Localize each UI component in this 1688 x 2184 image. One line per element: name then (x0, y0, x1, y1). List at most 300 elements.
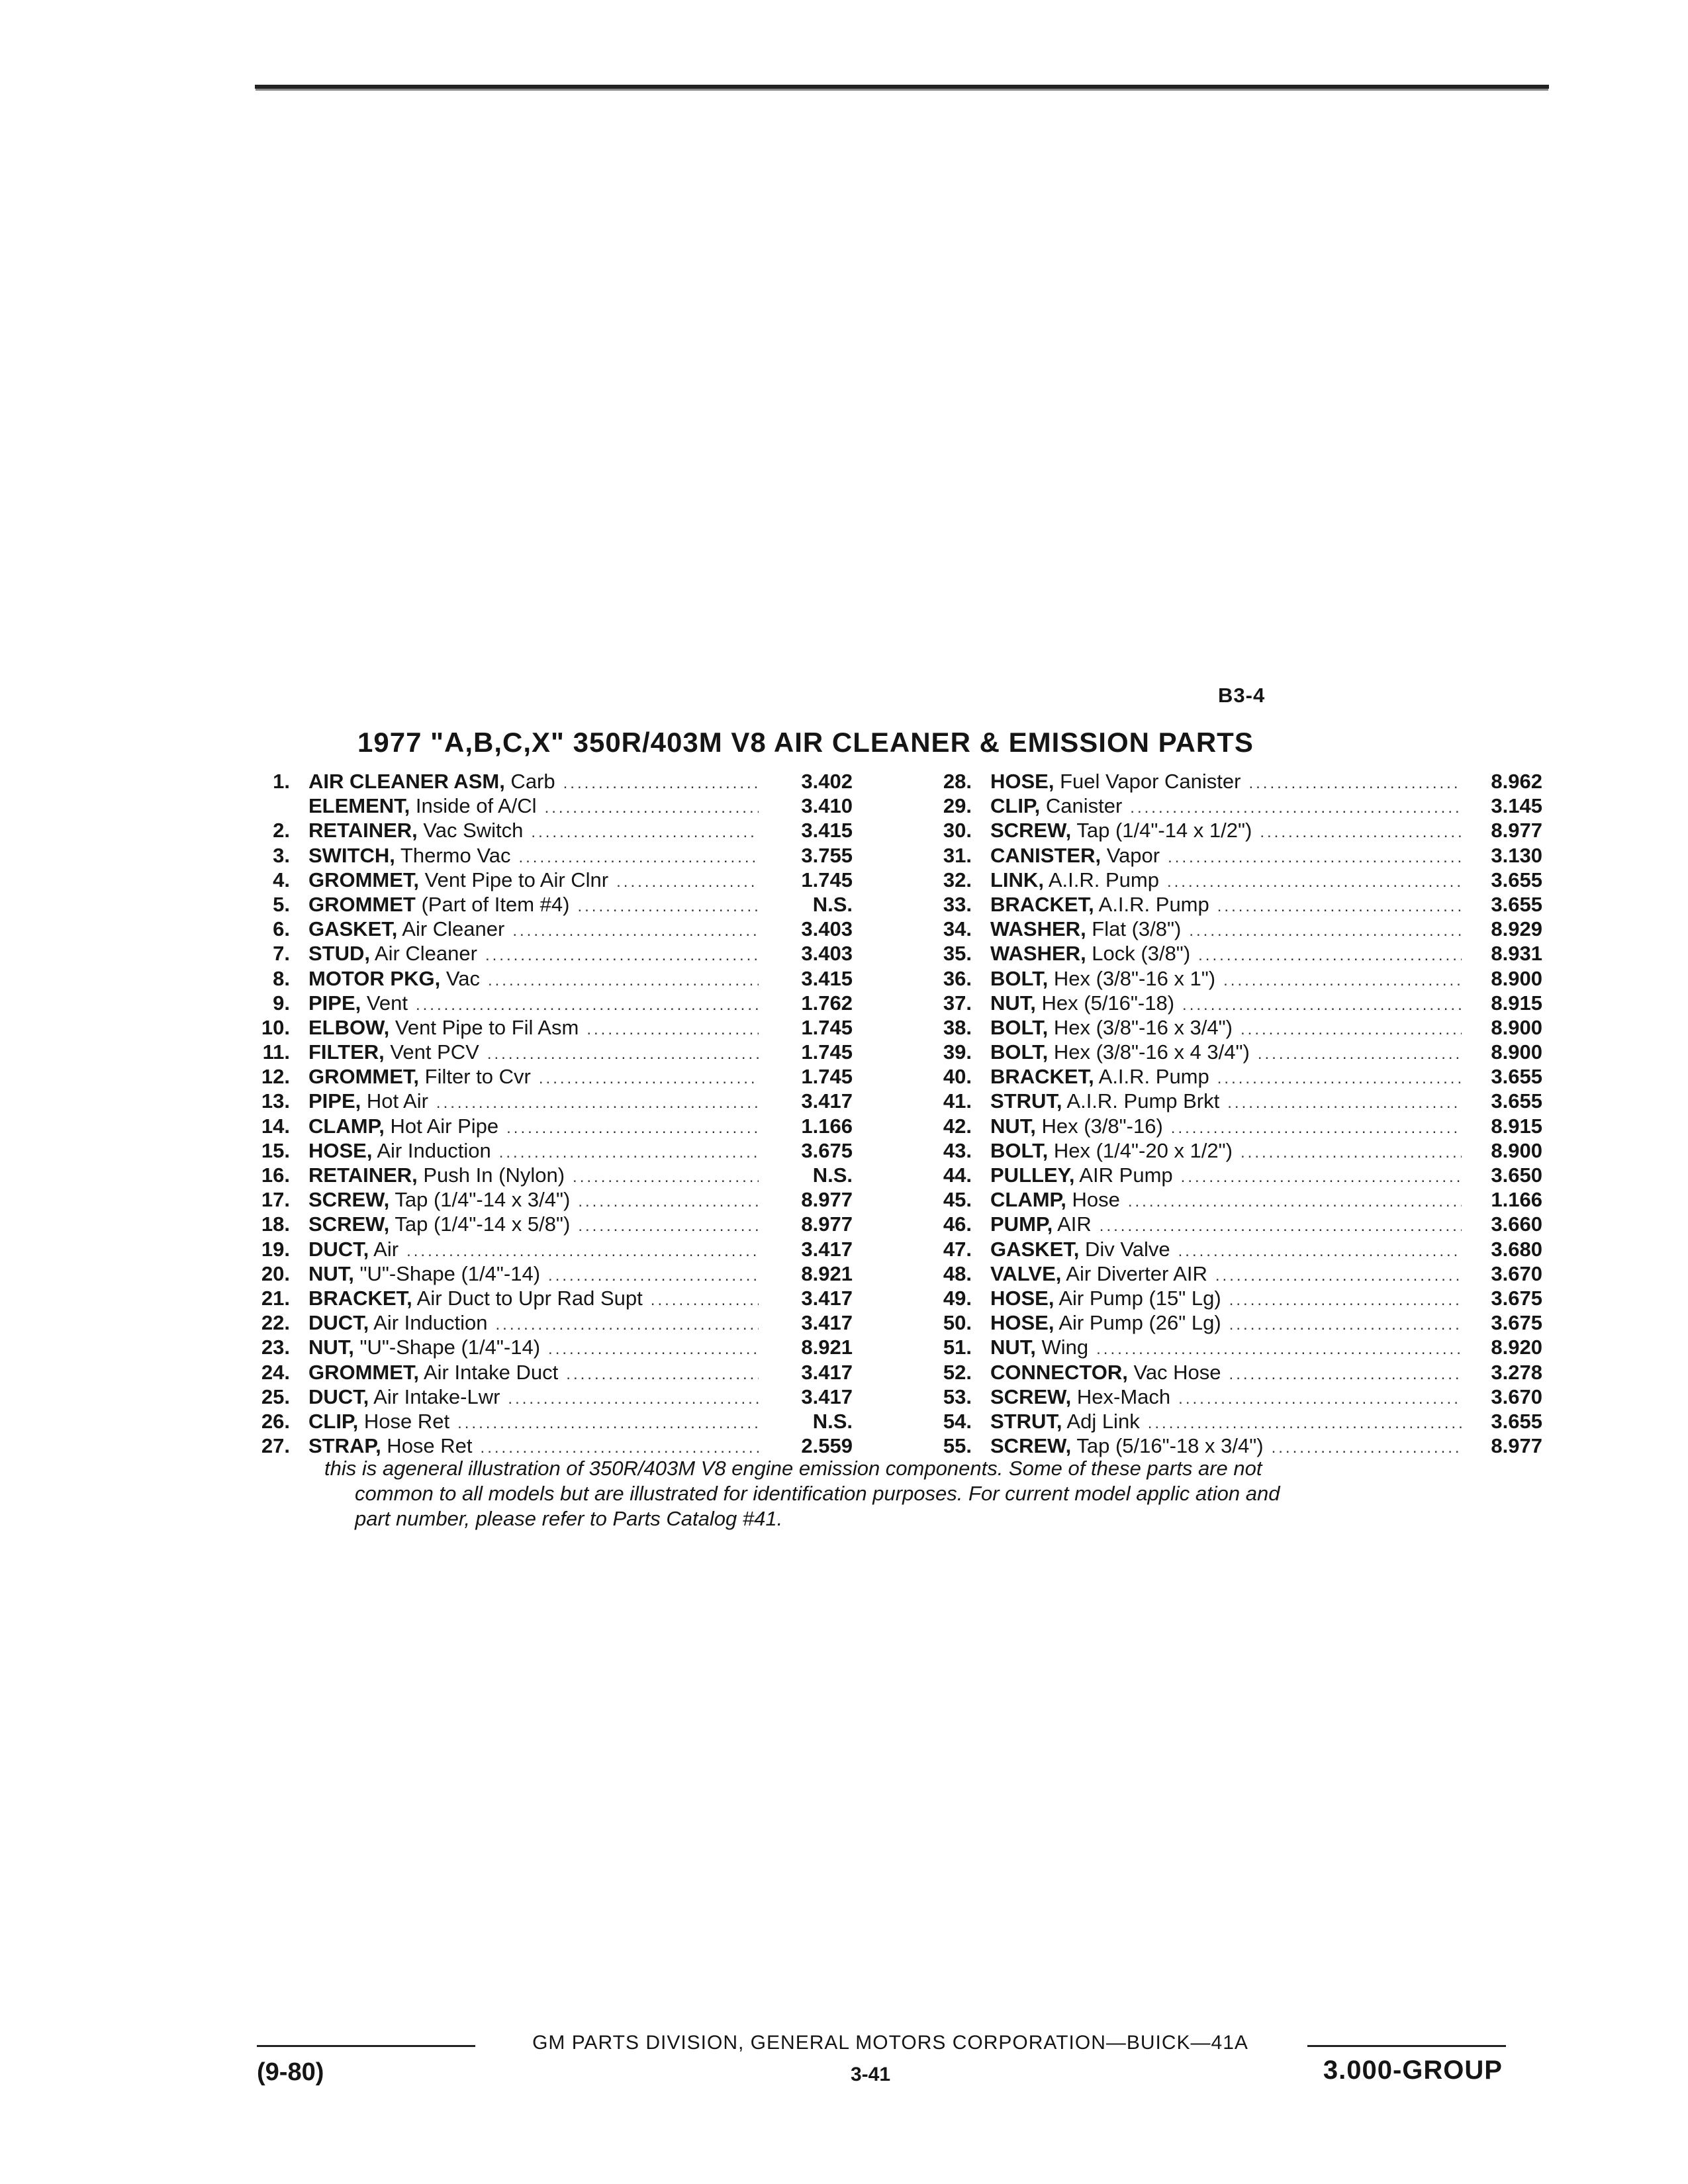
part-number: 22. (261, 1311, 290, 1335)
group-number: N.S. (812, 892, 853, 916)
part-row (244, 1262, 859, 1287)
part-row (925, 1336, 1542, 1360)
part-detail: Vac Hose (1127, 1360, 1221, 1384)
part-description (308, 1163, 565, 1187)
part-row (244, 1336, 859, 1360)
part-description (308, 1238, 399, 1261)
group-number: 3.655 (1491, 1089, 1542, 1113)
part-description (308, 1287, 643, 1310)
part-description (308, 1065, 531, 1089)
dot-leader (1100, 1217, 1462, 1236)
part-detail: A.I.R. Pump (1094, 1065, 1209, 1089)
part-row (925, 917, 1542, 942)
footer-group: 3.000-GROUP (1323, 2056, 1503, 2085)
top-rule (255, 85, 1549, 89)
part-name: BRACKET, (990, 1065, 1094, 1089)
part-row (925, 1016, 1542, 1040)
dot-leader (436, 1094, 759, 1113)
part-description (308, 967, 480, 991)
part-description (990, 1212, 1092, 1236)
part-name: LINK, (990, 868, 1044, 891)
part-number: 41. (943, 1089, 972, 1113)
group-number: 8.900 (1491, 1015, 1542, 1039)
part-description (308, 1188, 570, 1212)
part-number: 37. (943, 991, 972, 1015)
page-title: 1977 "A,B,C,X" 350R/403M V8 AIR CLEANER & EMISSION PARTS (357, 727, 1254, 758)
part-detail: Air Diverter AIR (1061, 1261, 1207, 1285)
part-number: 33. (943, 892, 972, 916)
part-row (925, 1089, 1542, 1114)
part-row (244, 917, 859, 942)
footer-rule-left (257, 2045, 475, 2047)
part-detail: "U"-Shape (1/4"-14) (353, 1261, 541, 1285)
group-number: 3.660 (1491, 1212, 1542, 1236)
part-detail: Carb (504, 770, 555, 793)
part-number: 53. (943, 1385, 972, 1408)
part-number: 21. (261, 1286, 290, 1310)
part-detail: Air Induction (369, 1311, 488, 1335)
part-detail: Vac Switch (417, 819, 524, 842)
part-description (990, 844, 1160, 868)
dot-leader (651, 1291, 759, 1310)
part-description (308, 844, 510, 868)
part-description (308, 942, 477, 966)
group-number: 3.675 (1491, 1311, 1542, 1335)
group-number: 3.417 (801, 1385, 853, 1408)
part-row (925, 1065, 1542, 1089)
part-row (244, 1287, 859, 1311)
part-description (308, 917, 504, 941)
part-description (308, 1262, 540, 1286)
part-number: 8. (273, 966, 290, 990)
dot-leader (545, 799, 759, 817)
part-number: 6. (273, 917, 290, 941)
part-description (990, 1065, 1209, 1089)
part-name: GASKET, (308, 917, 398, 941)
part-name: GROMMET, (308, 868, 420, 891)
part-description (990, 1115, 1163, 1138)
part-row (925, 1139, 1542, 1163)
part-row (925, 893, 1542, 917)
group-number: 3.417 (801, 1089, 853, 1113)
part-row (244, 868, 859, 893)
note-line: part number, please refer to Parts Catalog #41. (355, 1507, 783, 1530)
part-detail: Air Intake-Lwr (369, 1385, 500, 1408)
part-row (244, 991, 859, 1016)
part-detail: Hex (3/8"-16 x 3/4") (1048, 1015, 1233, 1039)
group-number: 1.762 (801, 991, 853, 1015)
part-number: 35. (943, 942, 972, 966)
part-name: SCREW, (308, 1188, 390, 1212)
part-detail: Vent PCV (384, 1040, 479, 1064)
part-name: STRAP, (308, 1434, 381, 1458)
part-number: 23. (261, 1336, 290, 1359)
part-number: 40. (943, 1065, 972, 1089)
part-number: 17. (261, 1188, 290, 1212)
dot-leader (1258, 1045, 1462, 1064)
part-row (925, 967, 1542, 991)
part-name: SWITCH, (308, 843, 395, 867)
part-detail: Vac (440, 966, 480, 990)
part-row (244, 1188, 859, 1212)
part-name: PIPE, (308, 991, 361, 1015)
part-number: 54. (943, 1409, 972, 1433)
part-name: GROMMET, (308, 1065, 420, 1089)
part-detail: Tap (1/4"-14 x 5/8") (389, 1212, 571, 1236)
part-number: 19. (261, 1237, 290, 1261)
part-name: SCREW, (990, 1385, 1072, 1408)
part-detail: A.I.R. Pump (1094, 892, 1209, 916)
group-number: 3.410 (801, 794, 853, 818)
part-row (925, 1238, 1542, 1262)
dot-leader (508, 1390, 759, 1408)
part-name: CANISTER, (990, 843, 1102, 867)
part-description (990, 967, 1215, 991)
part-name: PULLEY, (990, 1163, 1075, 1187)
dot-leader (1260, 823, 1462, 842)
part-number: 55. (943, 1434, 972, 1458)
part-number: 43. (943, 1138, 972, 1162)
group-number: 8.900 (1491, 1138, 1542, 1162)
part-description (990, 1238, 1170, 1261)
part-detail: Vent Pipe to Fil Asm (389, 1015, 579, 1039)
part-description (990, 1336, 1088, 1359)
footer-page-number: 3-41 (850, 2064, 891, 2085)
group-number: 1.745 (801, 868, 853, 891)
part-description (990, 1311, 1221, 1335)
part-number: 29. (943, 794, 972, 818)
part-description (308, 1212, 570, 1236)
group-number: 1.745 (801, 1015, 853, 1039)
dot-leader (1215, 1267, 1462, 1285)
part-name: DUCT, (308, 1385, 369, 1408)
parts-list-right (925, 770, 1542, 1459)
part-name: NUT, (990, 1114, 1036, 1138)
group-number: N.S. (812, 1409, 853, 1433)
part-row (925, 1262, 1542, 1287)
group-number: 8.977 (801, 1188, 853, 1212)
part-description (308, 1040, 479, 1064)
part-row (925, 1163, 1542, 1188)
part-row (925, 1115, 1542, 1139)
dot-leader (487, 1045, 759, 1064)
part-name: PUMP, (990, 1212, 1053, 1236)
part-row (244, 844, 859, 868)
part-detail: "U"-Shape (1/4"-14) (353, 1336, 541, 1359)
part-number: 11. (262, 1040, 290, 1064)
dot-leader (539, 1069, 759, 1088)
part-description (990, 893, 1209, 917)
part-name: RETAINER, (308, 1163, 418, 1187)
dot-leader (1229, 1291, 1462, 1310)
part-name: FILTER, (308, 1040, 385, 1064)
group-number: 1.745 (801, 1065, 853, 1089)
part-description (990, 868, 1159, 892)
part-name: MOTOR PKG, (308, 966, 441, 990)
group-number: 8.921 (801, 1336, 853, 1359)
part-detail: Air Pump (15" Lg) (1054, 1286, 1221, 1310)
footer-rule-right (1307, 2045, 1506, 2047)
part-number: 38. (943, 1015, 972, 1039)
dot-leader (1128, 1193, 1462, 1211)
part-number: 28. (943, 770, 972, 793)
part-detail: Hose Ret (381, 1434, 473, 1458)
part-number: 44. (943, 1163, 972, 1187)
part-detail: Vent (361, 991, 408, 1015)
part-number: 50. (943, 1311, 972, 1335)
dot-leader (506, 1119, 759, 1138)
part-row (244, 967, 859, 991)
part-number: 36. (943, 966, 972, 990)
dot-leader (1272, 1439, 1462, 1457)
part-detail: Wing (1035, 1336, 1089, 1359)
group-number: 8.931 (1491, 942, 1542, 966)
dot-leader (481, 1439, 759, 1457)
part-number: 27. (261, 1434, 290, 1458)
part-name: HOSE, (308, 1138, 373, 1162)
part-row (244, 1311, 859, 1336)
part-description (990, 1287, 1221, 1310)
dot-leader (457, 1414, 759, 1433)
part-row (244, 1139, 859, 1163)
part-detail: Inside of A/Cl (410, 794, 537, 818)
part-detail: Air Cleaner (370, 942, 477, 966)
part-name: DUCT, (308, 1237, 369, 1261)
dot-leader (577, 897, 759, 916)
part-detail: Air Duct to Upr Rad Supt (412, 1286, 643, 1310)
part-name: RETAINER, (308, 819, 418, 842)
dot-leader (512, 922, 759, 940)
part-number: 52. (943, 1360, 972, 1384)
dot-leader (1189, 922, 1462, 940)
part-name: CLIP, (308, 1409, 359, 1433)
part-detail: Air Induction (372, 1138, 491, 1162)
part-row (925, 1434, 1542, 1459)
part-name: NUT, (990, 991, 1036, 1015)
dot-leader (1182, 996, 1462, 1015)
part-description (308, 1311, 488, 1335)
part-number: 49. (943, 1286, 972, 1310)
part-name: BOLT, (990, 966, 1049, 990)
part-detail: Hex-Mach (1071, 1385, 1171, 1408)
section-code: B3-4 (1218, 684, 1266, 707)
group-number: 3.655 (1491, 1065, 1542, 1089)
group-number: N.S. (812, 1163, 853, 1187)
group-number: 3.278 (1491, 1360, 1542, 1384)
part-detail: AIR Pump (1074, 1163, 1173, 1187)
part-description (308, 1434, 473, 1458)
part-number: 4. (273, 868, 290, 891)
part-row (925, 819, 1542, 843)
note-line: this is ageneral illustration of 350R/403M V8 engine emission components. Some of these parts are not (324, 1457, 1262, 1480)
part-name: SCREW, (990, 819, 1072, 842)
part-description (308, 868, 608, 892)
dot-leader (548, 1267, 759, 1285)
part-number: 13. (261, 1089, 290, 1113)
group-number: 3.670 (1491, 1385, 1542, 1408)
part-name: SCREW, (308, 1212, 390, 1236)
part-description (990, 991, 1174, 1015)
part-detail: Tap (5/16"-18 x 3/4") (1071, 1434, 1264, 1458)
part-number: 25. (261, 1385, 290, 1408)
dot-leader (1229, 1365, 1462, 1384)
group-number: 8.977 (1491, 819, 1542, 842)
group-number: 8.900 (1491, 1040, 1542, 1064)
part-name: AIR CLEANER ASM, (308, 770, 505, 793)
dot-leader (1181, 1168, 1462, 1187)
part-row (925, 1410, 1542, 1434)
part-number: 39. (943, 1040, 972, 1064)
part-row (925, 1385, 1542, 1410)
dot-leader (496, 1316, 759, 1334)
part-description (308, 770, 555, 794)
group-number: 3.402 (801, 770, 853, 793)
group-number: 1.745 (801, 1040, 853, 1064)
part-description (308, 794, 537, 818)
part-detail: Hot Air Pipe (384, 1114, 499, 1138)
part-name: HOSE, (990, 1286, 1055, 1310)
group-number: 8.915 (1491, 991, 1542, 1015)
part-row (244, 893, 859, 917)
part-detail: Hex (3/8"-16) (1035, 1114, 1163, 1138)
part-detail: Filter to Cvr (419, 1065, 531, 1089)
dot-leader (1178, 1242, 1462, 1261)
part-detail: AIR (1053, 1212, 1092, 1236)
part-name: SCREW, (990, 1434, 1072, 1458)
dot-leader (586, 1021, 759, 1039)
note-line: common to all models but are illustrated for identification purposes. For current model applic ation and (355, 1482, 1280, 1505)
group-number: 3.675 (801, 1138, 853, 1162)
part-number: 45. (943, 1188, 972, 1212)
part-name: GROMMET (308, 892, 416, 916)
part-name: WASHER, (990, 917, 1086, 941)
part-number: 12. (261, 1065, 290, 1089)
part-description (308, 1336, 540, 1359)
part-name: GASKET, (990, 1237, 1080, 1261)
dot-leader (518, 848, 759, 867)
part-number: 51. (943, 1336, 972, 1359)
group-number: 3.145 (1491, 794, 1542, 818)
part-row (244, 819, 859, 843)
part-number: 1. (273, 770, 290, 793)
part-detail: Tap (1/4"-14 x 1/2") (1071, 819, 1252, 842)
part-description (990, 1361, 1221, 1385)
group-number: 3.650 (1491, 1163, 1542, 1187)
part-number: 9. (273, 991, 290, 1015)
group-number: 8.962 (1491, 770, 1542, 793)
part-name: BRACKET, (990, 892, 1094, 916)
part-number: 2. (273, 819, 290, 842)
part-detail: A.I.R. Pump (1043, 868, 1159, 891)
part-name: NUT, (990, 1336, 1036, 1359)
part-row (244, 1115, 859, 1139)
part-row (925, 868, 1542, 893)
part-row (925, 1361, 1542, 1385)
part-description (308, 1410, 449, 1433)
part-name: DUCT, (308, 1311, 369, 1335)
part-row (244, 1410, 859, 1434)
group-number: 3.655 (1491, 892, 1542, 916)
part-description (990, 1016, 1233, 1040)
part-description (990, 1188, 1120, 1212)
part-description (308, 991, 408, 1015)
part-description (308, 1016, 579, 1040)
group-number: 3.415 (801, 966, 853, 990)
dot-leader (1217, 897, 1462, 916)
parts-list-left (244, 770, 859, 1459)
part-row (244, 1361, 859, 1385)
part-detail: Fuel Vapor Canister (1054, 770, 1241, 793)
group-number: 3.130 (1491, 843, 1542, 867)
dot-leader (1096, 1340, 1462, 1359)
dot-leader (616, 873, 759, 891)
part-description (990, 1262, 1207, 1286)
group-number: 8.977 (1491, 1434, 1542, 1458)
part-name: BRACKET, (308, 1286, 412, 1310)
part-name: BOLT, (990, 1138, 1049, 1162)
part-row (244, 1065, 859, 1089)
part-detail: Vent Pipe to Air Clnr (419, 868, 609, 891)
part-description (990, 1434, 1264, 1458)
part-detail: Air Intake Duct (419, 1360, 559, 1384)
dot-leader (578, 1193, 759, 1211)
part-row (925, 1040, 1542, 1065)
part-description (990, 770, 1241, 794)
dot-leader (578, 1217, 759, 1236)
part-detail: Thermo Vac (395, 843, 511, 867)
part-detail: (Part of Item #4) (415, 892, 570, 916)
group-number: 3.417 (801, 1286, 853, 1310)
dot-leader (563, 774, 759, 793)
part-number: 42. (943, 1114, 972, 1138)
group-number: 8.929 (1491, 917, 1542, 941)
part-detail: Vapor (1101, 843, 1160, 867)
part-name: HOSE, (990, 770, 1055, 793)
part-description (990, 917, 1181, 941)
dot-leader (1248, 774, 1462, 793)
dot-leader (1241, 1021, 1462, 1039)
part-description (308, 1385, 500, 1409)
part-name: CLAMP, (308, 1114, 385, 1138)
footer-publisher: GM PARTS DIVISION, GENERAL MOTORS CORPORATION—BUICK—41A (532, 2032, 1248, 2054)
part-row (925, 770, 1542, 794)
part-row (244, 794, 859, 819)
group-number: 3.755 (801, 843, 853, 867)
part-description (990, 819, 1252, 842)
part-name: PIPE, (308, 1089, 361, 1113)
part-number: 46. (943, 1212, 972, 1236)
part-row (925, 942, 1542, 966)
group-number: 3.655 (1491, 1409, 1542, 1433)
part-description (990, 1089, 1219, 1113)
part-number: 5. (273, 892, 290, 916)
part-description (308, 1139, 491, 1163)
part-name: BOLT, (990, 1015, 1049, 1039)
dot-leader (1227, 1094, 1462, 1113)
part-description (308, 1361, 558, 1385)
group-number: 3.415 (801, 819, 853, 842)
dot-leader (1148, 1414, 1462, 1433)
part-detail: Tap (1/4"-14 x 3/4") (389, 1188, 571, 1212)
part-detail: Hose Ret (358, 1409, 450, 1433)
dot-leader (1171, 1119, 1462, 1138)
part-description (990, 1040, 1250, 1064)
dot-leader (499, 1144, 759, 1162)
dot-leader (406, 1242, 759, 1261)
part-detail: Air (369, 1237, 399, 1261)
group-number: 3.680 (1491, 1237, 1542, 1261)
part-row (244, 1212, 859, 1237)
